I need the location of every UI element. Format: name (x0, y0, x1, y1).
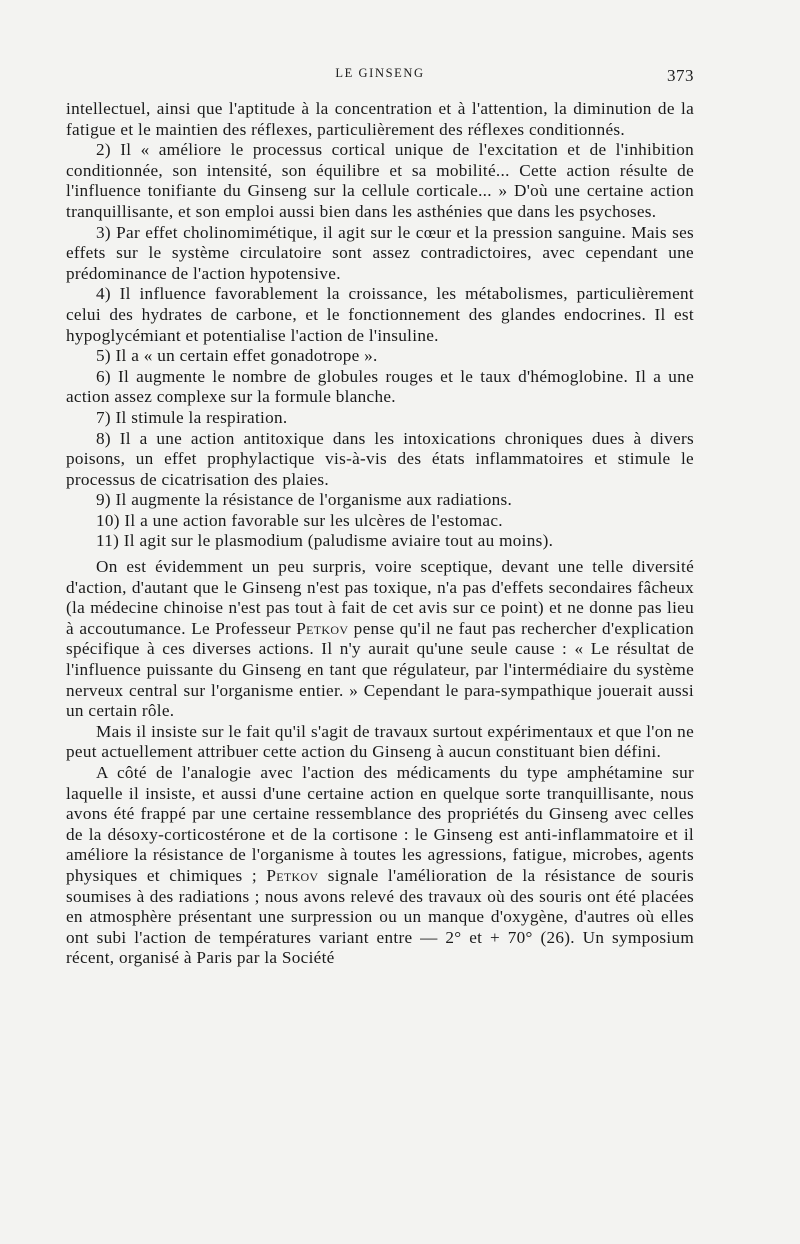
paragraph: 8) Il a une action antitoxique dans les intoxications chroniques dues à divers poisons, un effet prophylactique vis-à-vis des états inflammatoires et stimule le processus de cicatrisation des plaies. (66, 428, 694, 489)
page-number: 373 (667, 66, 694, 85)
paragraph (66, 557, 694, 722)
text-run: A côté de l'analogie avec l'action des médicaments du type amphétamine sur laquelle il insiste, et aussi d'une certaine action en quelque sorte tranquillisante, nous avons été frappé par une certaine ressemblance des propriétés du Ginseng avec celles de la désoxy-corticostérone et de la cortisone : le Ginseng est anti-inflammatoire et il améliore la résistance de l'organisme à toutes les agressions, fatigue, microbes, agents physiques et chimiques ; (66, 763, 694, 885)
paragraph: 9) Il augmente la résistance de l'organisme aux radiations. (96, 490, 513, 510)
paragraph: Mais il insiste sur le fait qu'il s'agit de travaux surtout expérimentaux et que l'on ne peut actuellement attribuer cette action du Ginseng à aucun constituant bien défini. (66, 721, 694, 762)
text-run: On est évidemment un peu surpris, voire sceptique, devant une telle diversité d'action, d'autant que le Ginseng n'est pas toxique, n'a pas d'effets secondaires fâcheux (la médecine chinoise n'est pas tout à fait de cet avis sur ce point) et ne donne pas lieu à accoutumance. Le Professeur (66, 557, 694, 638)
paragraph: 11) Il agit sur le plasmodium (paludisme aviaire tout au moins). (96, 531, 554, 551)
paragraph: 4) Il influence favorablement la croissance, les métabolismes, particulièrement celui des hydrates de carbone, et le fonctionnement des glandes endocrines. Il est hypoglycémiant et potentialise l'action de l'insuline. (66, 284, 694, 345)
paragraph: 6) Il augmente le nombre de globules rouges et le taux d'hémoglobine. Il a une action assez complexe sur la formule blanche. (66, 366, 694, 407)
paragraph: 5) Il a « un certain effet gonadotrope ». (96, 346, 378, 366)
paragraph: 7) Il stimule la respiration. (96, 407, 288, 427)
paragraph: 2) Il « améliore le processus cortical unique de l'excitation et de l'inhibition conditionnée, son intensité, son équilibre et sa mobilité... Cette action résulte de l'influence tonifiante du Ginseng sur la cellule corticale... » D'où une certaine action tranquillisante, et son emploi aussi bien dans les asthénies que dans les psychoses. (66, 140, 694, 221)
running-title: LE GINSENG (335, 66, 425, 80)
author-name: Petkov (266, 865, 319, 885)
paragraph: intellectuel, ainsi que l'aptitude à la concentration et à l'attention, la diminution de la fatigue et le maintien des réflexes, particulièrement des réflexes conditionnés. (66, 99, 694, 139)
author-name: Petkov (296, 618, 349, 638)
body-text (66, 99, 694, 969)
page-header (66, 66, 694, 86)
paragraph (66, 763, 694, 969)
text-run: pense qu'il ne faut pas rechercher d'explication spécifique à ces diverses actions. Il n'y aurait qu'une seule cause : « Le résultat de l'influence puissante du Ginseng en tant que régulateur, par l'intermédiaire du système nerveux central sur l'organisme entier. » Cependant le para-sympathique jouerait aussi un certain rôle. (66, 618, 694, 721)
paragraph: 3) Par effet cholinomimétique, il agit sur le cœur et la pression sanguine. Mais ses effets sur le système circulatoire sont assez contradictoires, avec cependant une prédominance de l'action hypotensive. (66, 222, 694, 283)
text-run: signale l'amélioration de la résistance de souris soumises à des radiations ; nous avons relevé des travaux où des souris ont été placées en atmosphère présentant une surpression ou un manque d'oxygène, d'autres où elles ont subi l'action de températures variant entre — 2° et + 70° (26). Un symposium récent, organisé à Paris par la Société (66, 865, 695, 968)
paragraph: 10) Il a une action favorable sur les ulcères de l'estomac. (96, 510, 503, 530)
